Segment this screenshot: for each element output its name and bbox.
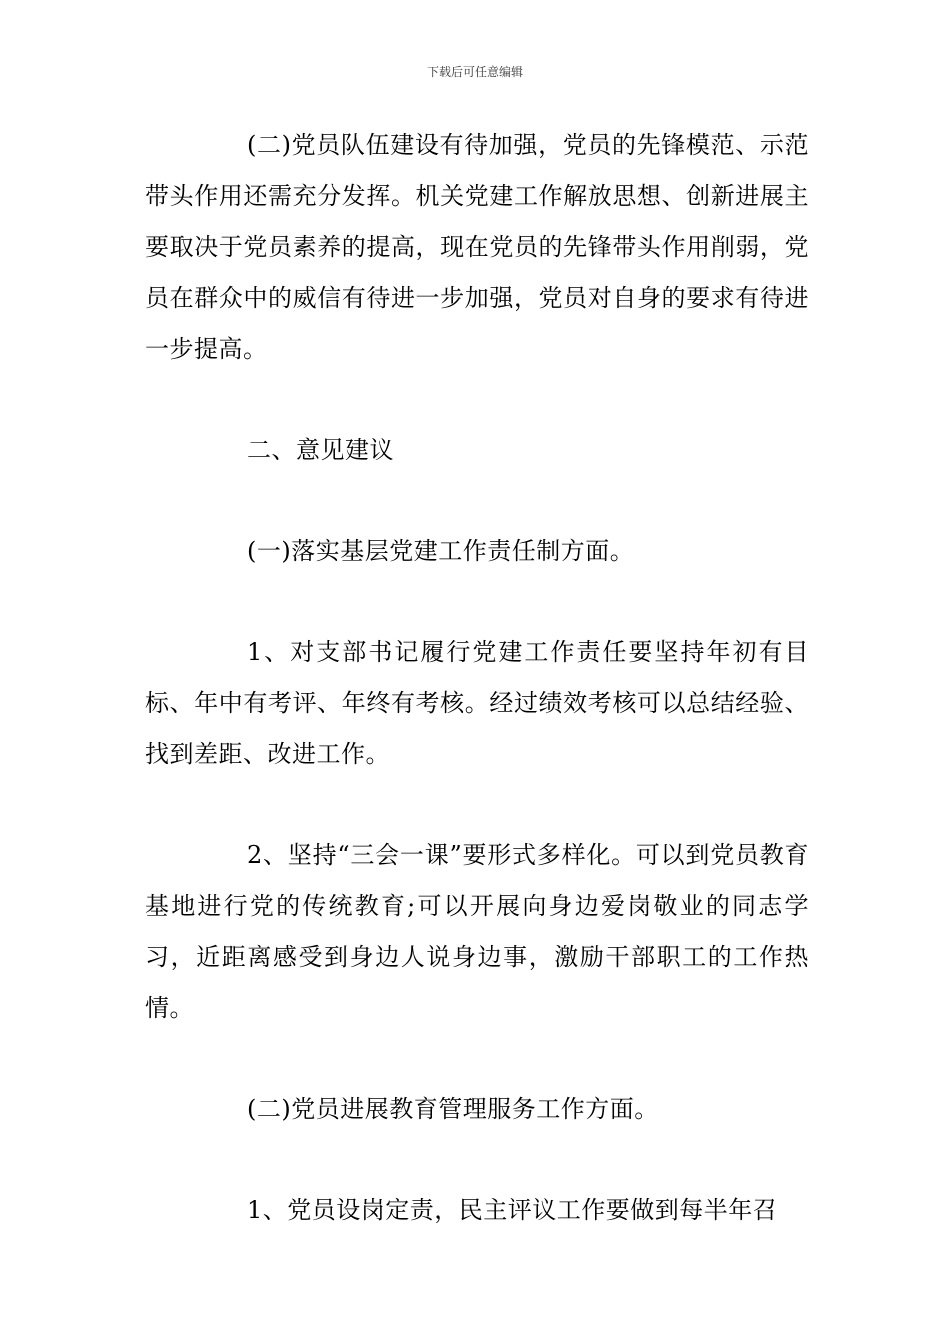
document-body: [145, 120, 809, 1236]
paragraph-party-team-building: (二)党员队伍建设有待加强，党员的先锋模范、示范带头作用还需充分发挥。机关党建工作解放思想、创新进展主要取决于党员素养的提高，现在党员的先锋带头作用削弱，党员在群众中的威信有待进一步加强，党员对自身的要求有待进一步提高。: [145, 131, 809, 363]
header-note: 下载后可任意编辑: [426, 65, 523, 79]
paragraph-item-1-post-duties: 1、党员设岗定责，民主评议工作要做到每半年召: [247, 1196, 778, 1224]
paragraph-item-2-three-meetings: 2、坚持“三会一课”要形式多样化。可以到党员教育基地进行党的传统教育;可以开展向身边爱岗敬业的同志学习，近距离感受到身边人说身边事，激励干部职工的工作热情。: [145, 841, 809, 1022]
subheading-education-management: (二)党员进展教育管理服务工作方面。: [247, 1095, 659, 1123]
section-heading-suggestions: 二、意见建议: [247, 436, 394, 464]
subheading-responsibility-system: (一)落实基层党建工作责任制方面。: [247, 537, 635, 565]
paragraph-item-1-assessment: 1、对支部书记履行党建工作责任要坚持年初有目标、年中有考评、年终有考核。经过绩效考核可以总结经验、找到差距、改进工作。: [145, 638, 809, 768]
